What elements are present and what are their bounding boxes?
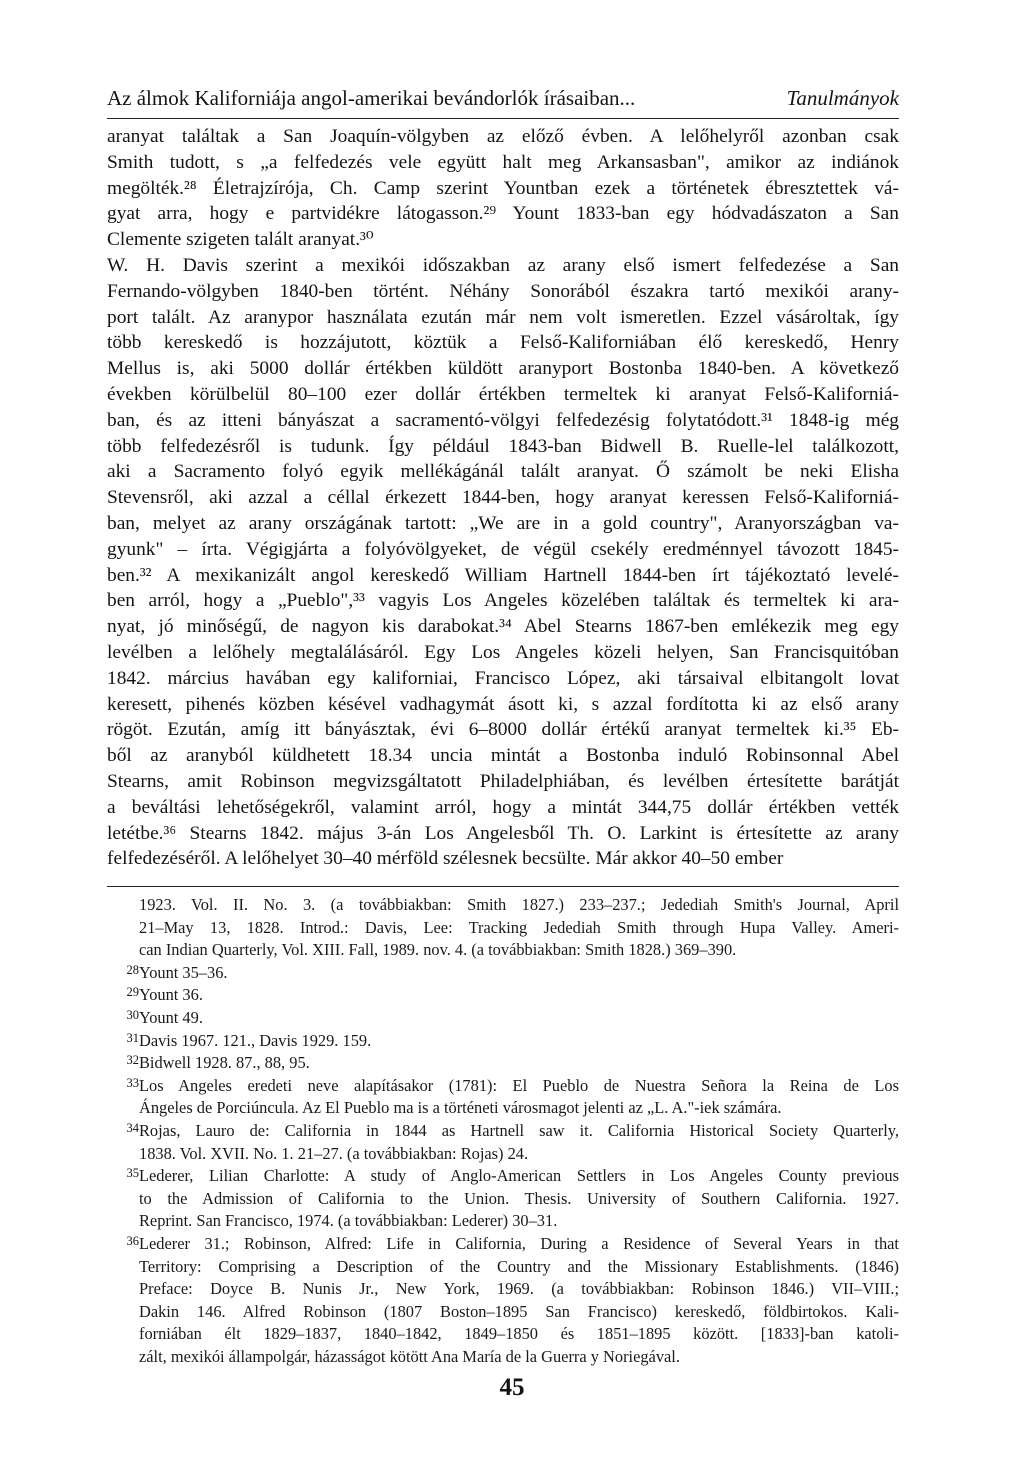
footnote bbox=[107, 1165, 899, 1233]
footnote-line: Lederer 31.; Robinson, Alfred: Life in California, During a Residence of Several Years in that bbox=[139, 1233, 899, 1253]
footnote-line: Preface: Doyce B. Nunis Jr., New York, 1969. (a továbbiakban: Robinson 1846.) VII–VIII.; bbox=[139, 1279, 899, 1299]
footnote-line: Yount 36. bbox=[139, 985, 203, 1005]
footnote-line: 1838. Vol. XVII. No. 1. 21–27. (a továbbiakban: Rojas) 24. bbox=[139, 1143, 529, 1163]
footnote-line: Rojas, Lauro de: California in 1844 as Hartnell saw it. California Historical Society Quarterly, bbox=[139, 1120, 899, 1140]
text-line: a beváltási lehetőségekről, valamint arról, hogy a mintát 344,75 dollár értékben vették bbox=[107, 796, 899, 818]
footnote bbox=[107, 1030, 899, 1053]
main-text bbox=[107, 124, 899, 872]
footnote-number: 32 bbox=[126, 1053, 139, 1068]
text-line: gyunk" – írta. Végigjárta a folyóvölgyeket, de végül csekély eredménnyel távozott 1845- bbox=[107, 538, 899, 560]
footnote bbox=[107, 1233, 899, 1369]
footnote-number: 35 bbox=[126, 1166, 139, 1181]
footnote-line: Reprint. San Francisco, 1974. (a továbbiakban: Lederer) 30–31. bbox=[139, 1211, 558, 1231]
footnote-line: to the Admission of California to the Union. Thesis. University of Southern California. 1927. bbox=[139, 1188, 899, 1208]
text-line: Smith tudott, s „a felfedezés vele együtt halt meg Arkansasban", amikor az indiánok bbox=[107, 151, 899, 173]
footnote-line: Yount 35–36. bbox=[139, 962, 228, 982]
text-line: években körülbelül 80–100 ezer dollár értékben termeltek ki aranyat Felső-Kaliforniá- bbox=[107, 383, 899, 405]
running-header bbox=[107, 82, 899, 119]
footnote-line: 21–May 13, 1828. Introd.: Davis, Lee: Tracking Jedediah Smith through Hupa Valley. Ameri- bbox=[139, 917, 899, 937]
text-line: levélben a lelőhely megtalálásáról. Egy Los Angeles közeli helyen, San Francisquitóban bbox=[107, 641, 899, 663]
text-line: felfedezéséről. A lelőhelyet 30–40 mérföld szélesnek becsülte. Már akkor 40–50 ember bbox=[107, 848, 784, 870]
footnote-number: 31 bbox=[126, 1030, 139, 1045]
footnote-line: Dakin 146. Alfred Robinson (1807 Boston–1895 San Francisco) kereskedő, földbirtokos. Kali- bbox=[139, 1301, 899, 1321]
footnote-number: 36 bbox=[126, 1233, 139, 1248]
text-line: megölték.²⁸ Életrajzírója, Ch. Camp szerint Yountban ezek a történetek ébresztettek vá- bbox=[107, 177, 899, 199]
text-line: 1842. március havában egy kaliforniai, Francisco López, aki társaival elbitangolt lovat bbox=[107, 667, 899, 689]
text-line: Stearns, amit Robinson megvizsgáltatott Philadelphiában, és levélben értesítette barátját bbox=[107, 770, 899, 792]
footnote bbox=[107, 1052, 899, 1075]
footnote bbox=[107, 962, 899, 985]
footnote-line: 1923. Vol. II. No. 3. (a továbbiakban: Smith 1827.) 233–237.; Jedediah Smith's Journal, April bbox=[139, 895, 899, 914]
footnote-number: 34 bbox=[126, 1120, 139, 1135]
footnote-line: Lederer, Lilian Charlotte: A study of Anglo-American Settlers in Los Angeles County previous bbox=[139, 1166, 899, 1186]
text-line: port talált. Az aranypor használata ezután már nem volt ismeretlen. Ezzel vásároltak, így bbox=[107, 306, 899, 328]
text-line: aki a Sacramento folyó egyik mellékágánál talált aranyat. Ő számolt be neki Elisha bbox=[107, 461, 899, 483]
footnote bbox=[107, 1007, 899, 1030]
text-line: letétbe.³⁶ Stearns 1842. május 3-án Los Angelesből Th. O. Larkint is értesítette az arany bbox=[107, 822, 899, 844]
footnote-number: 33 bbox=[126, 1075, 139, 1090]
text-line: több kereskedő is hozzájutott, köztük a Felső-Kaliforniában élő kereskedő, Henry bbox=[107, 332, 899, 354]
footnote-line: Bidwell 1928. 87., 88, 95. bbox=[139, 1053, 310, 1073]
text-line: rögöt. Ezután, amíg itt bányásztak, évi 6–8000 dollár értékű aranyat termeltek ki.³⁵ Eb- bbox=[107, 719, 899, 741]
footnote-line: zált, mexikói állampolgár, házasságot kötött Ana María de la Guerra y Noriegával. bbox=[139, 1346, 680, 1366]
footnote bbox=[107, 984, 899, 1007]
text-line: Stevensről, aki azzal a céllal érkezett 1844-ben, hogy aranyat keressen Felső-Kaliforniá- bbox=[107, 487, 899, 509]
text-line: W. H. Davis szerint a mexikói időszakban az arany első ismert felfedezése a San bbox=[107, 254, 899, 276]
text-line: Clemente szigeten talált aranyat.³⁰ bbox=[107, 229, 374, 251]
text-line: gyat arra, hogy e partvidékre látogasson.²⁹ Yount 1833-ban egy hódvadászaton a San bbox=[107, 203, 899, 225]
page-number: 45 bbox=[499, 1374, 525, 1401]
footnote bbox=[107, 894, 899, 962]
text-line: több felfedezésről is tudunk. Így például 1843-ban Bidwell B. Ruelle-lel találkozott, bbox=[107, 435, 899, 457]
text-line: keresett, pihenés közben késével vadhagymát ásott ki, s azzal fordította ki az első arany bbox=[107, 693, 899, 715]
footnote-line: Territory: Comprising a Description of the Country and the Missionary Establishments. (1846) bbox=[139, 1256, 899, 1276]
footnotes bbox=[107, 894, 899, 1368]
text-line: ben arról, hogy a „Pueblo",³³ vagyis Los Angeles közelében találtak és termeltek ki ara- bbox=[107, 590, 899, 612]
footnote-line: can Indian Quarterly, Vol. XIII. Fall, 1989. nov. 4. (a továbbiakban: Smith 1828.) 369–390. bbox=[139, 940, 737, 960]
text-line: ban, és az itteni bányászat a sacramentó-völgyi felfedezésig folytatódott.³¹ 1848-ig még bbox=[107, 409, 899, 431]
footnote-number: 28 bbox=[126, 962, 139, 977]
running-title: Az álmok Kaliforniája angol-amerikai bevándorlók írásaiban... bbox=[107, 86, 636, 110]
text-line: Fernando-völgyben 1840-ben történt. Néhány Sonorából északra tartó mexikói arany- bbox=[107, 280, 899, 302]
footnote-number: 29 bbox=[126, 985, 139, 1000]
footnote-line: Davis 1967. 121., Davis 1929. 159. bbox=[139, 1030, 372, 1050]
text-line: ből az aranyból küldhetett 18.34 uncia mintát a Bostonba induló Robinsonnal Abel bbox=[107, 745, 899, 767]
footnote-line: forniában élt 1829–1837, 1840–1842, 1849–1850 és 1851–1895 között. [1833]-ban katoli- bbox=[139, 1324, 899, 1344]
footnote bbox=[107, 1075, 899, 1120]
section-label: Tanulmányok bbox=[786, 86, 899, 110]
text-line: aranyat találtak a San Joaquín-völgyben az előző évben. A lelőhelyről azonban csak bbox=[107, 126, 899, 147]
footnote-line: Los Angeles eredeti neve alapításakor (1781): El Pueblo de Nuestra Señora la Reina de Los bbox=[139, 1075, 899, 1095]
text-line: Mellus is, aki 5000 dollár értékben küldött aranyport Bostonba 1840-ben. A következő bbox=[107, 358, 899, 380]
text-line: nyat, jó minőségű, de nagyon kis darabokat.³⁴ Abel Stearns 1867-ben emlékezik meg egy bbox=[107, 616, 899, 638]
text-line: ban, melyet az arany országának tartott: „We are in a gold country", Aranyországban va- bbox=[107, 512, 899, 534]
footnote-line: Ángeles de Porciúncula. Az El Pueblo ma is a történeti városmagot jelenti az „L. A."-iek számára. bbox=[139, 1098, 782, 1118]
footnote-line: Yount 49. bbox=[139, 1007, 203, 1027]
footnote-divider bbox=[107, 886, 899, 887]
text-line: ben.³² A mexikanizált angol kereskedő William Hartnell 1844-ben írt tájékoztató levelé- bbox=[107, 564, 899, 586]
footnote-number: 30 bbox=[126, 1007, 139, 1022]
footnote bbox=[107, 1120, 899, 1165]
